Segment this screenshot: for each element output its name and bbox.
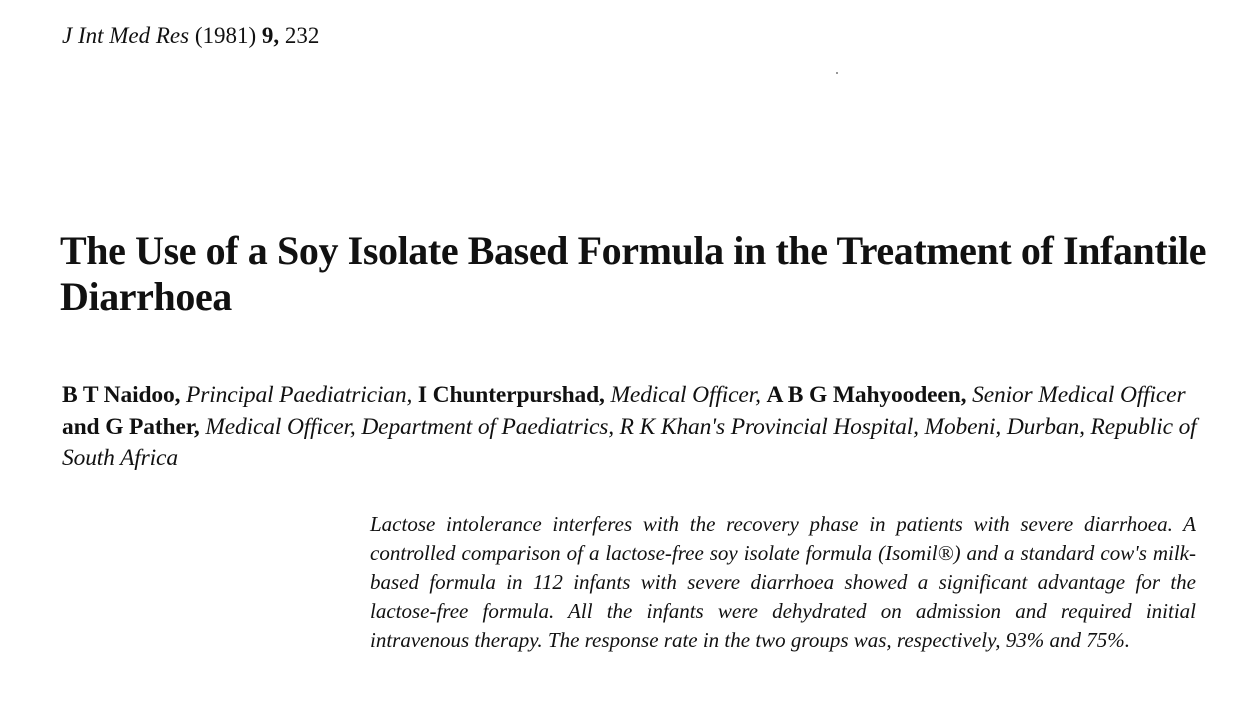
author-affiliation: Medical Officer, Department of Paediatrics, R K Khan's Provincial Hospital, Mobeni, Durban, Republic of South Africa <box>62 413 1197 471</box>
author-role: Principal Paediatrician, <box>186 382 413 408</box>
article-title: The Use of a Soy Isolate Based Formula in the Treatment of Infantile Diarrhoea <box>60 228 1207 319</box>
author-connector-and: and <box>62 413 100 440</box>
journal-citation <box>62 20 319 52</box>
journal-name: J Int Med Res <box>62 23 190 48</box>
author-name: B T Naidoo, <box>62 382 181 408</box>
author-name: A B G Mahyoodeen, <box>766 382 967 408</box>
author-name: G Pather, <box>105 413 200 440</box>
author-role: Medical Officer, <box>610 382 761 408</box>
scan-speck <box>836 72 838 74</box>
author-role: Senior Medical Officer <box>972 382 1186 408</box>
author-affiliations <box>62 380 1202 475</box>
author-name: I Chunterpurshad, <box>417 382 605 408</box>
journal-volume: 9, <box>261 23 280 48</box>
journal-page: 232 <box>284 23 320 48</box>
abstract: Lactose intolerance interferes with the recovery phase in patients with severe diarrhoea. A controlled comparison of a lactose-free soy isolate formula (Isomil®) and a standard cow's milk-based formula in 112 infants with severe diarrhoea showed a significant advantage for the lactose-free formula. All the infants were dehydrated on admission and required initial intravenous therapy. The response rate in the two groups was, respectively, 93% and 75%. <box>370 512 1196 652</box>
journal-year: (1981) <box>194 23 257 48</box>
